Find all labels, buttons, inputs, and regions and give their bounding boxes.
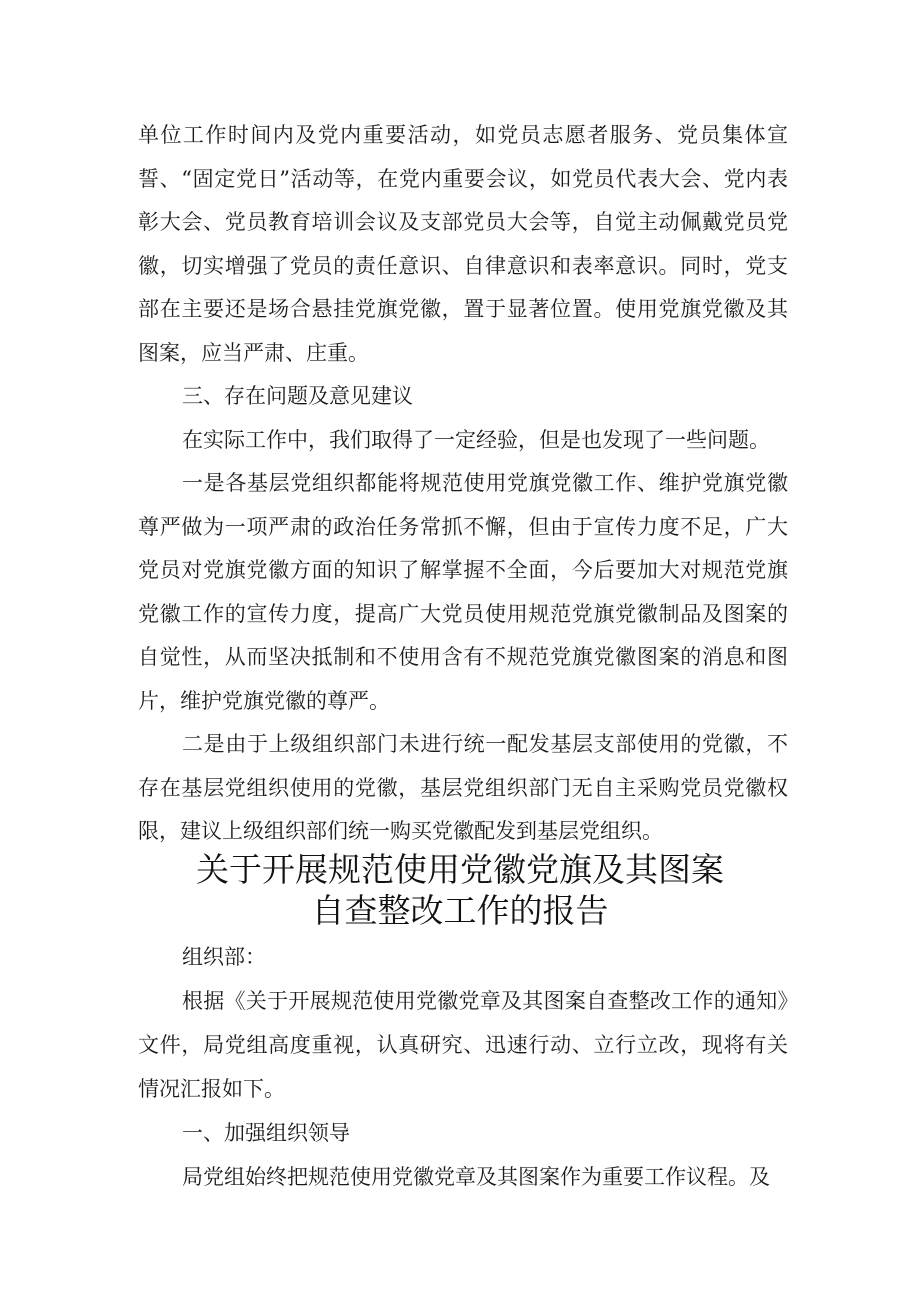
paragraph-intro: 在实际工作中，我们取得了一定经验，但是也发现了一些问题。 <box>182 427 770 452</box>
report-title-line2: 自查整改工作的报告 <box>311 891 609 930</box>
salutation: 组织部： <box>182 945 266 969</box>
section-previous-report <box>138 114 788 854</box>
heading-strengthen-leadership: 一、加强组织领导 <box>182 1121 350 1145</box>
report-title-line1: 关于开展规范使用党徽党旗及其图案 <box>196 850 724 889</box>
heading-problems-suggestions: 三、存在问题及意见建议 <box>182 384 413 408</box>
section-new-report <box>138 935 788 1199</box>
paragraph-point-one: 一是各基层党组织都能将规范使用党旗党徽工作、维护党旗党徽尊严做为一项严肃的政治任务常抓不懈，但由于宣传力度不足，广大党员对党旗党徽方面的知识了解掌握不全面，今后要加大对规范党旗党徽工作的宣传力度，提高广大党员使用规范党旗党徽制品及图案的自觉性，从而坚决抵制和不使用含有不规范党旗党徽图案的消息和图片，维护党旗党徽的尊严。 <box>138 471 788 713</box>
paragraph-leadership: 局党组始终把规范使用党徽党章及其图案作为重要工作议程。及 <box>182 1165 770 1189</box>
paragraph-continued: 单位工作时间内及党内重要活动，如党员志愿者服务、党员集体宣誓、“固定党日”活动等，在党内重要会议，如党员代表大会、党内表彰大会、党员教育培训会议及支部党员大会等，自觉主动佩戴党员党徽，切实增强了党员的责任意识、自律意识和表率意识。同时，党支部在主要还是场合悬挂党旗党徽，置于显著位置。使用党旗党徽及其图案，应当严肃、庄重。 <box>138 123 788 365</box>
paragraph-point-two: 二是由于上级组织部门未进行统一配发基层支部使用的党徽，不存在基层党组织使用的党徽，基层党组织部门无自主采购党员党徽权限，建议上级组织部们统一购买党徽配发到基层党组织。 <box>138 732 788 843</box>
paragraph-basis: 根据《关于开展规范使用党徽党章及其图案自查整改工作的通知》文件，局党组高度重视，认真研究、迅速行动、立行立改，现将有关情况汇报如下。 <box>138 989 788 1101</box>
